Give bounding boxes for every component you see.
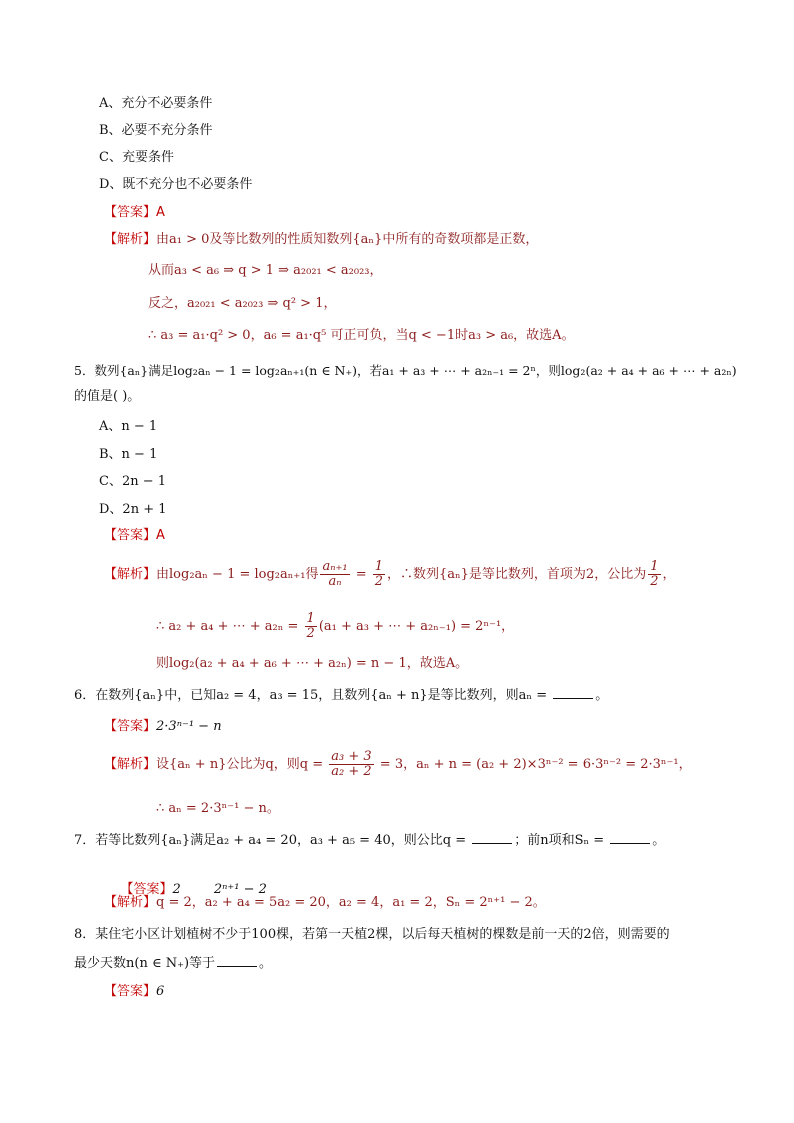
q6-analysis-line2: ∴ aₙ = 2·3ⁿ⁻¹ − n。 [156,801,280,816]
fraction: $\frac{\text{aₙ₊₁}}{\text{aₙ}}$ [322,559,348,589]
analysis-tag: 【解析】 [104,567,157,582]
q8-answer [104,983,164,1001]
q5-option-c: C、2n − 1 [99,474,167,489]
q5-analysis-line2: ∴ a₂ + a₄ + ⋯ + a₂ₙ = $\frac{1}{2}$ (a₁ + a₃ + ⋯ + a₂ₙ₋₁) = 2ⁿ⁻¹， [156,611,515,641]
q5-option-d: D、2n + 1 [99,502,167,517]
analysis-text: 由log₂aₙ − 1 = log₂aₙ₊₁得 [156,567,319,582]
analysis-tag: 【解析】 [104,757,157,772]
q8-stem-line2: 最少天数n(n ∈ N₊)等于 。 [74,956,273,971]
analysis-tag: 【解析】 [104,232,157,247]
q4-option-c: C、充要条件 [99,150,174,165]
answer-tag: 【答案】 [120,882,173,897]
q6-answer [104,718,222,736]
q5-answer [104,527,165,545]
fraction-half: $\frac{1}{2}$ [650,559,659,589]
q6-stem: 6．在数列{aₙ}中，已知a₂ = 4，a₃ = 15，且数列{aₙ + n}是等比数列，则aₙ = 。 [74,688,609,703]
analysis-tag: 【解析】 [104,895,157,910]
q5-option-a: A、n − 1 [99,419,158,434]
q4-option-a: A、充分不必要条件 [99,96,213,111]
q4-analysis-line3: 反之，a₂₀₂₁ < a₂₀₂₃ ⇒ q² > 1， [148,296,337,311]
fraction: $\frac{\text{a₃ + 3}}{\text{a₂ + 2}}$ [331,749,372,779]
fraction-half: $\frac{1}{2}$ [306,611,315,641]
answer-blank [472,831,512,844]
answer-tag: 【答案】 [104,984,157,999]
q7-stem: 7．若等比数列{aₙ}满足a₂ + a₄ = 20，a₃ + a₅ = 40，则公比q = ；前n项和Sₙ = 。 [74,833,666,848]
answer-value: A [156,528,165,543]
q4-option-b: B、必要不充分条件 [99,123,213,138]
q6-analysis-line1: 【解析】设{aₙ + n}公比为q，则q = $\frac{\text{a₃ + 3}}{\text{a₂ + 2}}$ = 3，aₙ + n = (a₂ + 2)×3ⁿ⁻² = 6·3ⁿ⁻² = 2·3ⁿ⁻¹， [104,749,692,779]
q4-answer [104,204,165,222]
answer-tag: 【答案】 [104,205,157,220]
q5-stem-line1: 5．数列{aₙ}满足log₂aₙ − 1 = log₂aₙ₊₁(n ∈ N₊)，若a₁ + a₃ + ⋯ + a₂ₙ₋₁ = 2ⁿ，则log₂(a₂ + a₄ + a₆ + ⋯ + a₂ₙ) [74,363,737,378]
answer-value: A [156,205,165,220]
answer-blank [553,686,593,699]
answer-tag: 【答案】 [104,528,157,543]
q5-stem-line2: 的值是( )。 [74,389,141,404]
answer-value: 2 2ⁿ⁺¹ − 2 [172,882,267,897]
q7-analysis: 【解析】q = 2，a₂ + a₄ = 5a₂ = 20，a₂ = 4，a₁ = 2，Sₙ = 2ⁿ⁺¹ − 2。 [104,895,546,910]
q8-stem-line1: 8．某住宅小区计划植树不少于100棵，若第一天植2棵，以后每天植树的棵数是前一天的2倍，则需要的 [74,927,670,942]
q4-analysis-line4: ∴ a₃ = a₁·q² > 0，a₆ = a₁·q⁵ 可正可负，当q < −1时a₃ > a₆，故选A。 [148,328,575,343]
answer-value: 6 [156,984,165,999]
q4-analysis-line2: 从而a₃ < a₆ ⇒ q > 1 ⇒ a₂₀₂₁ < a₂₀₂₃， [148,263,383,278]
answer-value: 2·3ⁿ⁻¹ − n [156,719,222,734]
q5-analysis-line3: 则log₂(a₂ + a₄ + a₆ + ⋯ + a₂ₙ) = n − 1，故选A。 [156,656,469,671]
q4-option-d: D、既不充分也不必要条件 [99,177,253,192]
answer-tag: 【答案】 [104,719,157,734]
q5-option-b: B、n − 1 [99,447,158,462]
answer-blank [610,831,650,844]
q5-analysis-line1: 【解析】由log₂aₙ − 1 = log₂aₙ₊₁得 $\frac{\text{aₙ₊₁}}{\text{aₙ}}$ = $\frac{1}{2}$ ，∴数列{aₙ}是等比数列，首项为2，公比为 $\frac{1}{2}$ ， [104,559,676,589]
answer-blank [217,954,257,967]
analysis-text: 由a₁ > 0及等比数列的性质知数列{aₙ}中所有的奇数项都是正数， [156,232,539,247]
fraction-half: $\frac{1}{2}$ [374,559,384,589]
q4-analysis-line1 [104,231,538,249]
